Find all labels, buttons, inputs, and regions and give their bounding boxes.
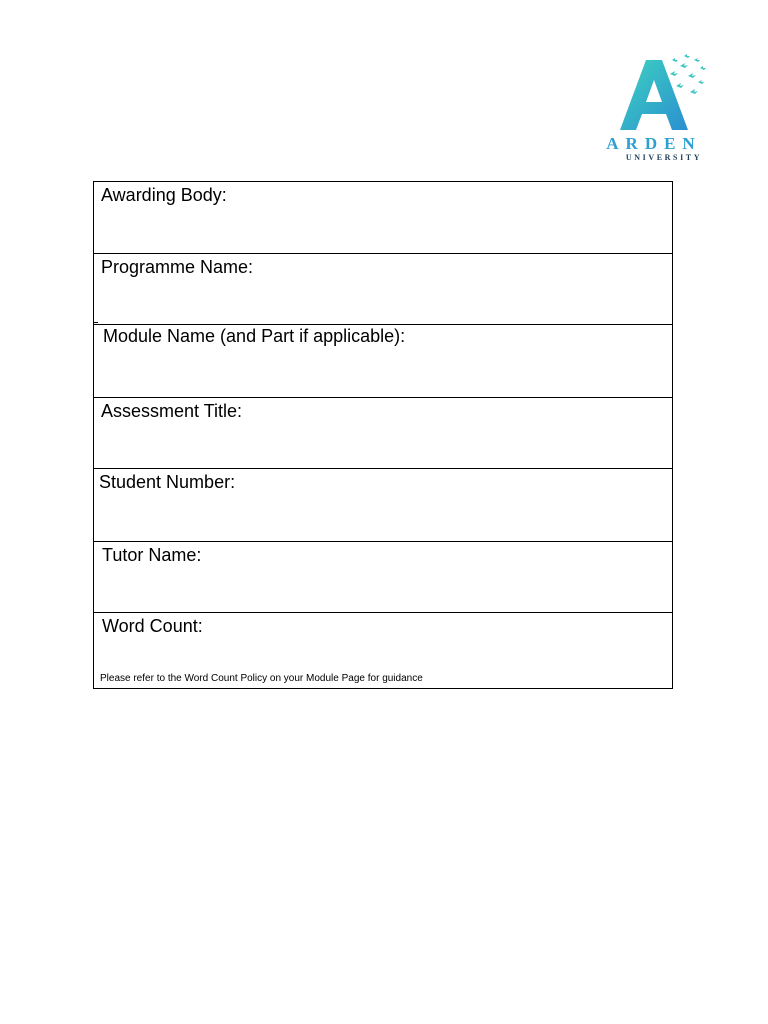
arden-university-logo — [600, 52, 710, 164]
row-programme-name — [94, 254, 672, 325]
row-assessment-title — [94, 398, 672, 469]
logo-subtitle: UNIVERSITY — [625, 153, 703, 162]
student-number-label: Student Number: — [99, 472, 236, 492]
cover-sheet-table — [93, 181, 673, 689]
row-module-name — [94, 325, 672, 398]
row-word-count — [94, 613, 672, 689]
logo-wordmark: ARDEN — [606, 134, 702, 153]
arden-logo-icon — [600, 52, 710, 138]
module-name-label: Module Name (and Part if applicable): — [103, 326, 406, 346]
assessment-title-label: Assessment Title: — [101, 401, 243, 421]
divider-line — [93, 322, 98, 327]
row-student-number — [94, 469, 672, 542]
row-awarding-body — [94, 182, 672, 254]
awarding-body-label: Awarding Body: — [101, 185, 227, 205]
word-count-note: Please refer to the Word Count Policy on your Module Page for guidance — [100, 673, 423, 684]
tutor-name-label: Tutor Name: — [102, 545, 202, 565]
word-count-label: Word Count: — [102, 616, 203, 636]
row-tutor-name — [94, 542, 672, 613]
programme-name-label: Programme Name: — [101, 257, 254, 277]
